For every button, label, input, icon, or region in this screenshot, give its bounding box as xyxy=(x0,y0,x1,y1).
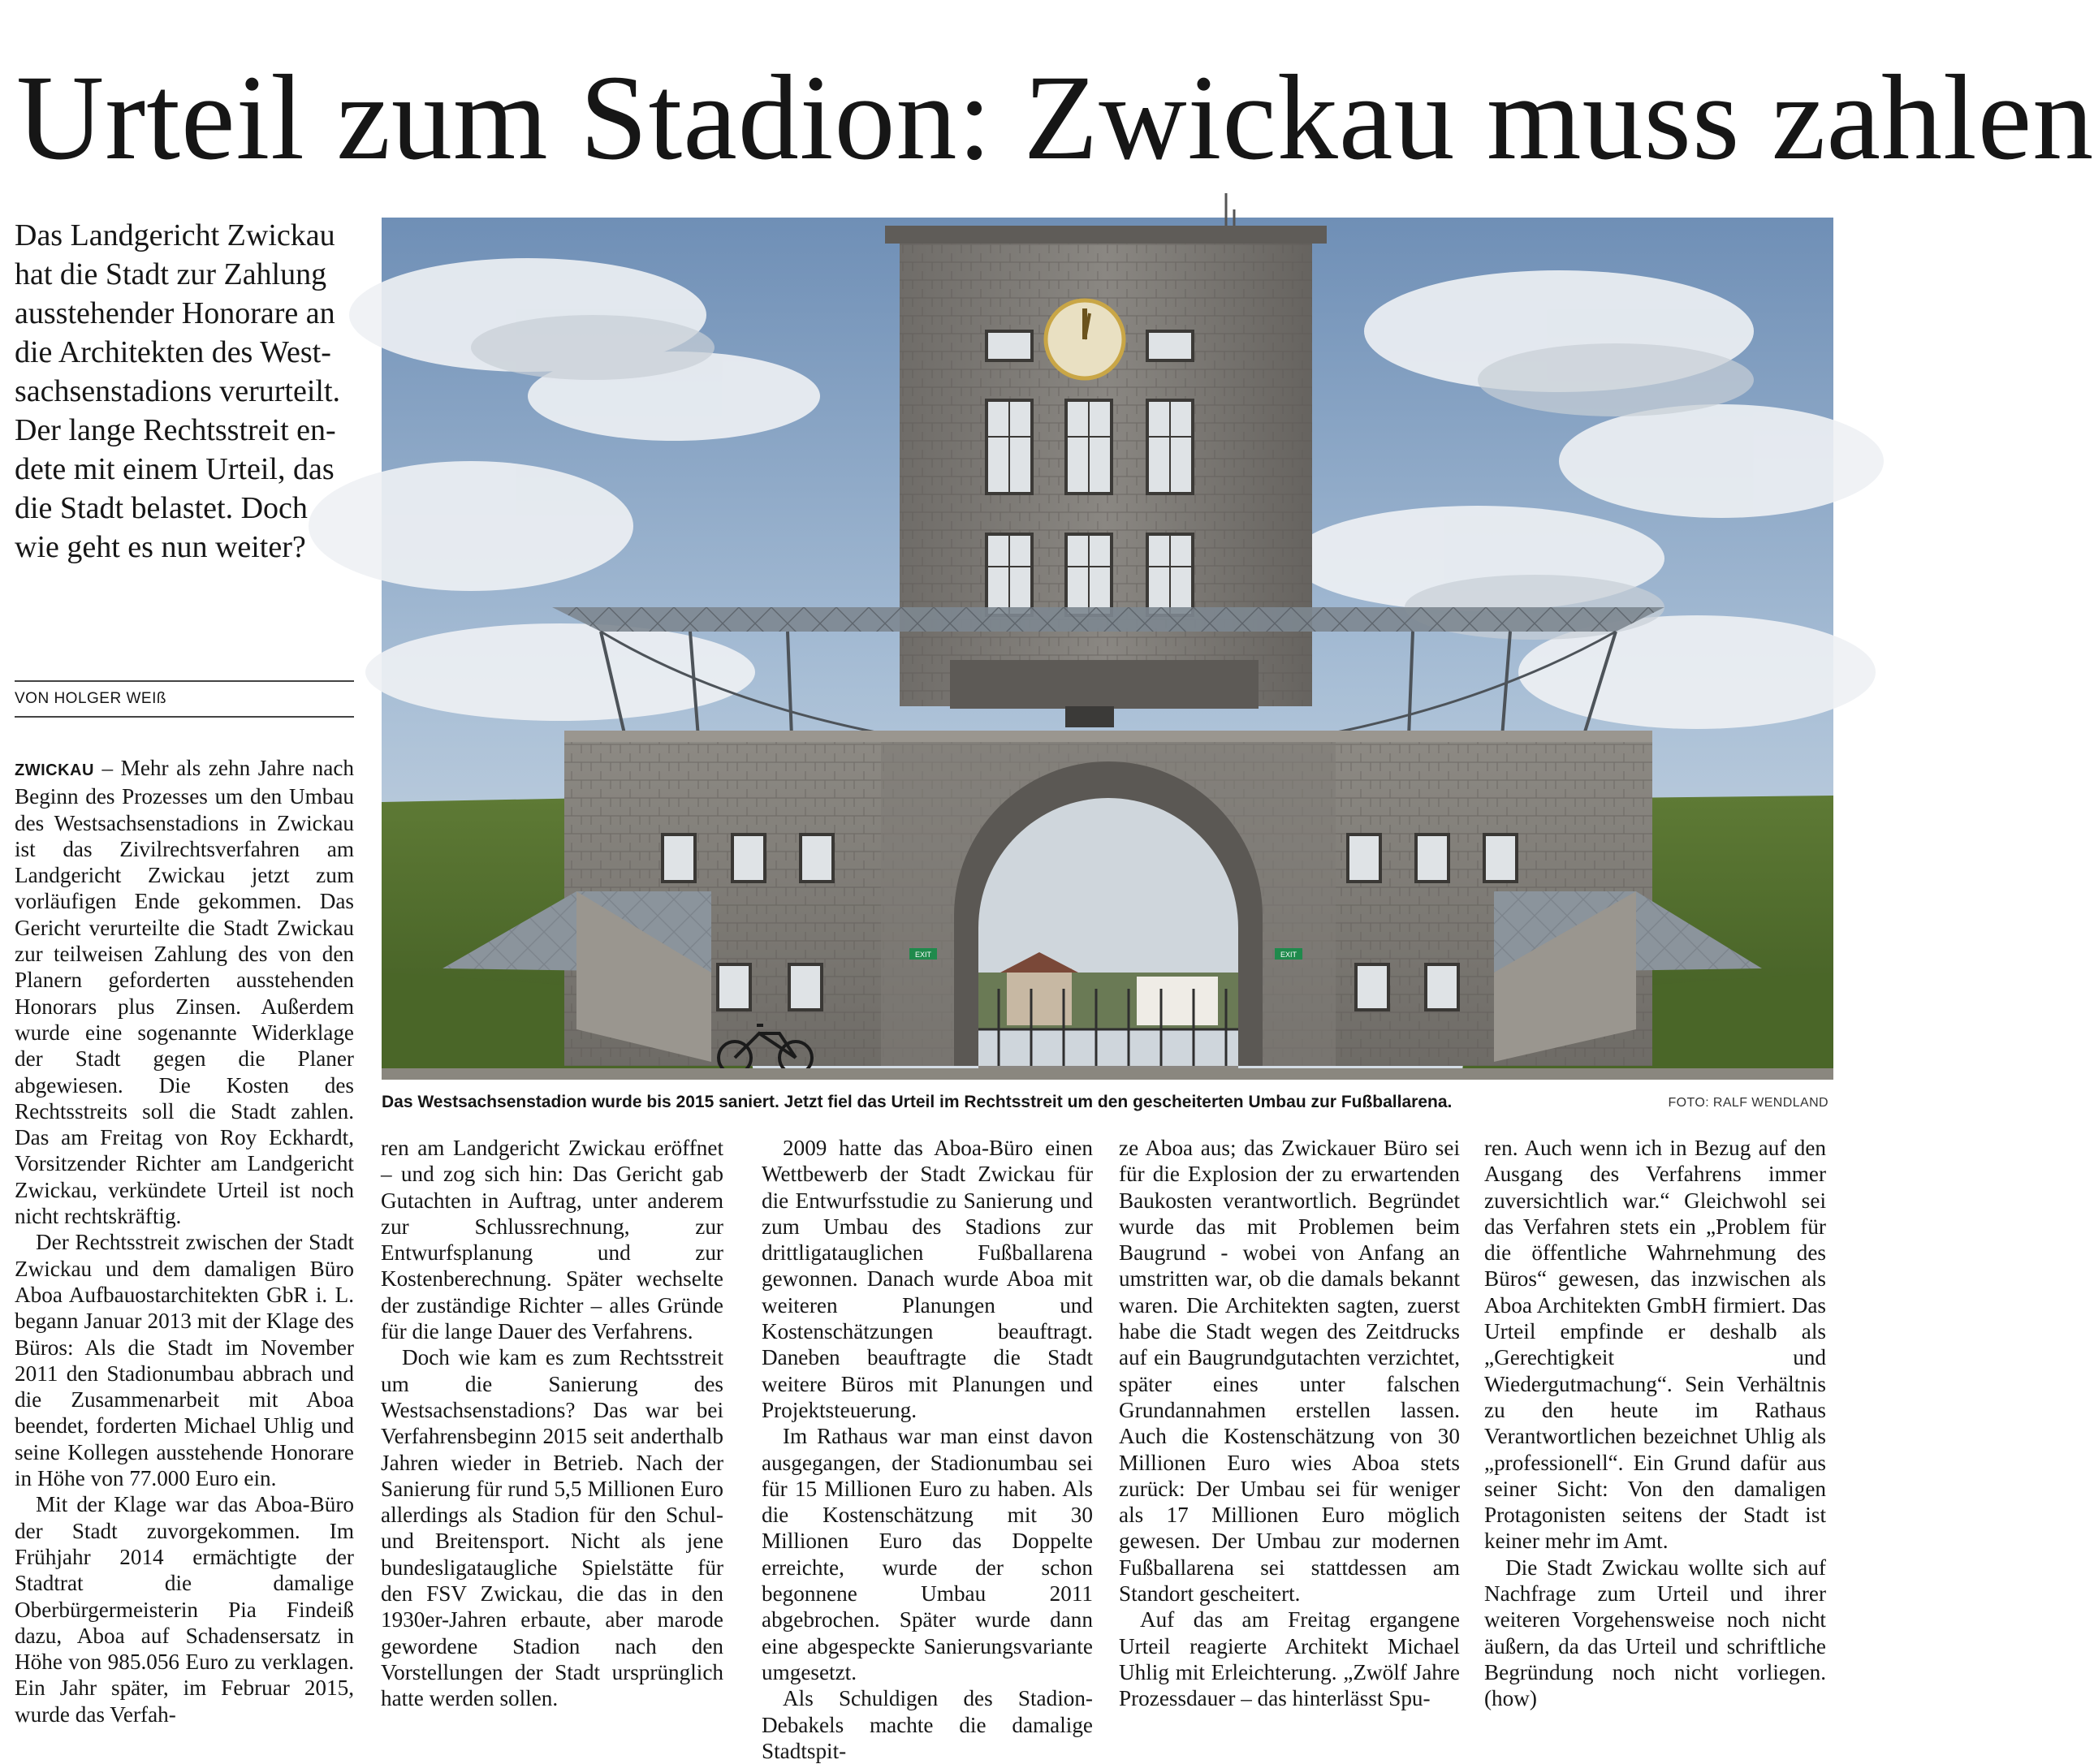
paragraph: Als Schuldigen des Stadion-Debakels machte die damalige Stadtspit- xyxy=(762,1686,1093,1763)
headline: Urteil zum Stadion: Zwickau muss zahlen xyxy=(16,50,2094,185)
paragraph: Mit der Klage war das Aboa-Büro der Stadt zuvorgekommen. Im Frühjahr 2014 ermächtigte der Stadtrat die damalige Oberbürgermeisterin Pia Findeiß dazu, Aboa auf Schadensersatz in Höhe von 985.056 Euro zu verklagen. Ein Jahr später, im Februar 2015, wurde das Verfah- xyxy=(15,1492,354,1727)
lead-line: wie geht es nun weiter? xyxy=(15,530,306,564)
paragraph: ze Aboa aus; das Zwickauer Büro sei für die Explosion der zu erwartenden Baukosten verantwortlich. Begründet wurde das mit Problemen beim Baugrund - wobei von Anfang an umstritten war, ob die damals bekannt waren. Die Architekten sagten, zuerst habe die Stadt wegen des Zeitdrucks auf ein Baugrundgutachten verzichtet, später eines unter falschen Grundannahmen erstellen lassen. Auch die Kostenschätzung von 30 Millionen Euro wies Aboa stets zurück: Der Umbau sei für weniger als 17 Millionen Euro möglich gewesen. Der Umbau zur modernen Fußballarena sei stattdessen am Standort gescheitert. xyxy=(1119,1136,1460,1607)
lead-line: die Stadt belastet. Doch xyxy=(15,491,308,525)
svg-text:EXIT: EXIT xyxy=(914,951,932,959)
lead-line: ausstehender Honorare an xyxy=(15,296,335,330)
exit-sign-left xyxy=(909,948,937,960)
paragraph: Im Rathaus war man einst davon ausgegangen, der Stadionumbau sei für 15 Millionen Euro zu haben. Als die Kostenschätzung mit 30 Millionen Euro das Doppelte erreichte, wurde der schon begonnene Umbau 2011 abgebrochen. Später wurde dann eine abgespeckte Sanierungsvariante umgesetzt. xyxy=(762,1424,1093,1684)
byline-rule-bottom xyxy=(15,716,354,718)
paragraph: 2009 hatte das Aboa-Büro einen Wettbewerb der Stadt Zwickau für die Entwurfsstudie zu Sanierung und zum Umbau des Stadions zur drittligatauglichen Fußballarena gewonnen. Danach wurde Aboa mit weiteren Planungen und Kostenschätzungen beauftragt. Daneben beauftragte die Stadt weitere Büros mit Planungen und Projektsteuerung. xyxy=(762,1136,1093,1422)
paragraph xyxy=(15,755,354,1229)
byline-rule-top xyxy=(15,680,354,682)
lead-line: hat die Stadt zur Zahlung xyxy=(15,257,327,291)
article-column-4 xyxy=(1119,1135,1460,1712)
exit-sign-right xyxy=(1275,948,1302,960)
paragraph: Doch wie kam es zum Rechtsstreit um die Sanierung des Westsachsenstadions? Das war bei Verfahrensbeginn 2015 seit anderthalb Jahren wieder in Betrieb. Nach der Sanierung für rund 5,5 Millionen Euro allerdings als Stadion für den Schul- und Breitensport. Nicht als jene bundesligataugliche Spielstätte für den FSV Zwickau, die das in den 1930er-Jahren erbaute, aber marode gewordene Stadion nach den Vorstellungen der Stadt ursprünglich hatte werden sollen. xyxy=(381,1345,723,1711)
paragraph: ren. Auch wenn ich in Bezug auf den Ausgang des Verfahrens immer zuversichtlich war.“ Gleichwohl sei das Verfahren stets ein „Problem für die öffentliche Wahrnehmung des Büros“ gewesen, das inzwischen als Aboa Architekten GmbH firmiert. Das Urteil empfinde er deshalb als „Gerechtigkeit und Wiedergutmachung“. Sein Verhältnis zu den heute im Rathaus Verantwortlichen bezeichnet Uhlig als „professionell“. Ein Grund dafür aus seiner Sicht: Von den damaligen Protagonisten seitens der Stadt ist keiner mehr im Amt. xyxy=(1484,1136,1826,1554)
photo-caption: Das Westsachsenstadion wurde bis 2015 saniert. Jetzt fiel das Urteil im Rechtsstreit um den gescheiterten Umbau zur Fußballarena. xyxy=(382,1093,1453,1111)
article-column-2 xyxy=(381,1135,723,1712)
paragraph: ren am Landgericht Zwickau eröffnet – und zog sich hin: Das Gericht gab Gutachten in Auftrag, unter anderem zur Schlussrechnung, zur Entwurfsplanung und zur Kostenberechnung. Später wechselte der zuständige Richter – alles Gründe für die lange Dauer des Verfahrens. xyxy=(381,1136,723,1344)
lead-line: Das Landgericht Zwickau xyxy=(15,218,335,252)
lead-line: sachsenstadions verurteilt. xyxy=(15,374,341,408)
photo-credit: FOTO: RALF WENDLAND xyxy=(1668,1096,1828,1110)
article-column-1 xyxy=(15,755,354,1727)
paragraph: Der Rechtsstreit zwischen der Stadt Zwickau und dem damaligen Büro Aboa Aufbauostarchitekten GbR i. L. begann Januar 2013 mit der Klage des Büros: Als die Stadt im November 2011 den Stadionumbau abbrach und die Zusammenarbeit mit Aboa beendet, forderten Michael Uhlig und seine Kollegen ausstehende Honorare in Höhe von 77.000 Euro ein. xyxy=(15,1230,354,1491)
dateline: ZWICKAU xyxy=(15,761,94,779)
lead-line: die Architekten des West- xyxy=(15,335,331,369)
article-column-5 xyxy=(1484,1135,1826,1712)
stadium-photo xyxy=(382,218,1833,1080)
lead-line: Der lange Rechtsstreit en- xyxy=(15,413,336,447)
byline: VON HOLGER WEIß xyxy=(15,690,166,707)
paragraph: Auf das am Freitag ergangene Urteil reagierte Architekt Michael Uhlig mit Erleichterung. „Zwölf Jahre Prozessdauer – das hinterlässt Spu- xyxy=(1119,1607,1460,1711)
svg-text:EXIT: EXIT xyxy=(1280,951,1297,959)
paragraph: Die Stadt Zwickau wollte sich auf Nachfrage zum Urteil und ihrer weiteren Vorgehensweise noch nicht äußern, da das Urteil und schriftliche Begründung noch nicht vorliegen. (how) xyxy=(1484,1555,1826,1711)
lead-line: dete mit einem Urteil, das xyxy=(15,452,335,486)
paragraph-text: – Mehr als zehn Jahre nach Beginn des Prozesses um den Umbau des Westsachsenstadions in Zwickau ist das Zivilrechtsverfahren am Landgericht Zwickau jetzt zum vorläufigen Ende gekommen. Das Gericht verurteilte die Stadt Zwickau zur teilweisen Zahlung des von den Planern geforderten ausstehenden Honorars plus Zinsen. Außerdem wurde eine sogenannte Widerklage der Stadt gegen die Planer abgewiesen. Die Kosten des Rechtsstreits soll die Stadt zahlen. Das am Freitag von Roy Eckhardt, Vorsitzender Richter am Landgericht Zwickau, verkündete Urteil ist noch nicht rechtskräftig. xyxy=(15,756,354,1229)
article-column-3 xyxy=(762,1135,1093,1764)
